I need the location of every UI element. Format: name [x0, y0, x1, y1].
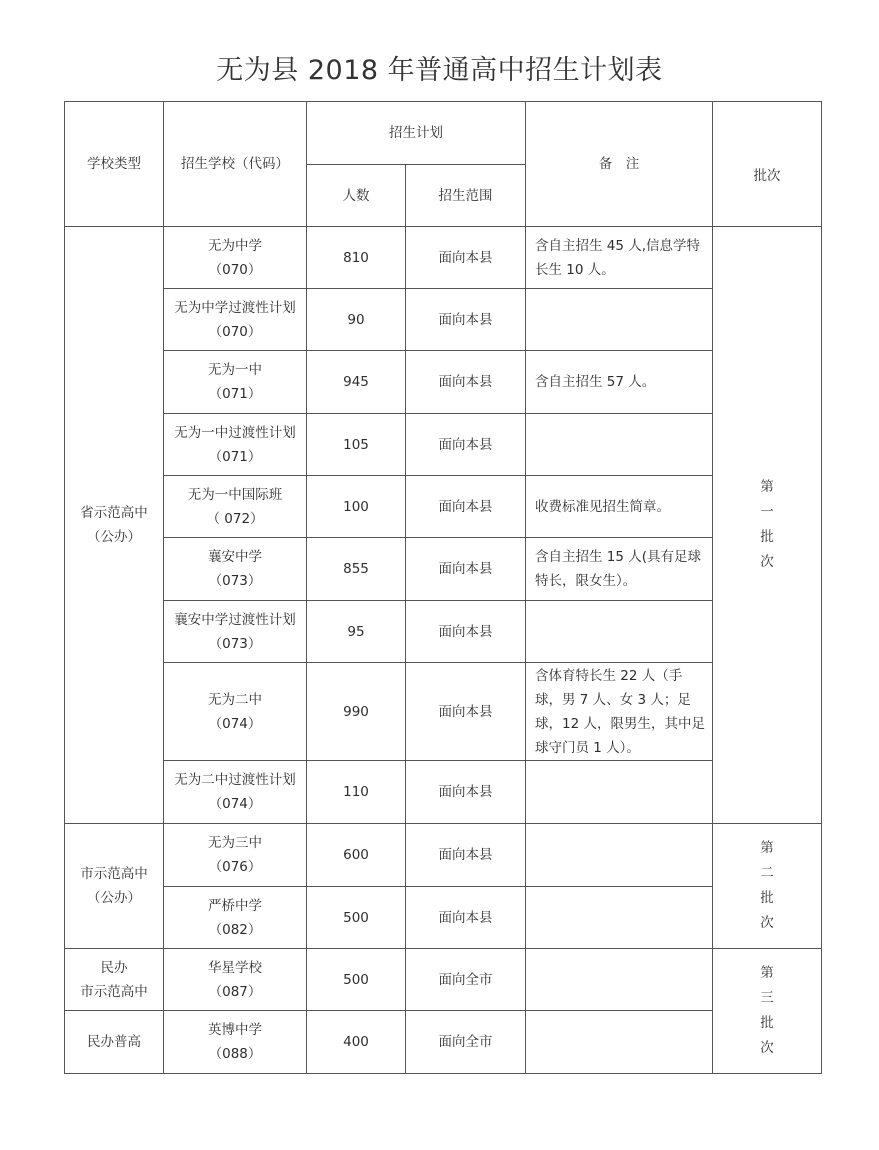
table-row [65, 887, 822, 949]
school-type-line: （公办） [87, 890, 141, 906]
note-cell: 含自主招生 57 人。 [526, 351, 713, 414]
count-cell: 990 [307, 663, 406, 761]
table-row [65, 663, 822, 761]
school-cell [164, 601, 307, 663]
scope-cell: 面向本县 [406, 476, 526, 538]
school-name: 襄安中学过渡性计划 [174, 611, 296, 628]
school-name: 无为二中 [208, 691, 262, 708]
school-type-line: 市示范高中 [80, 866, 148, 882]
school-code: （070） [208, 323, 262, 340]
school-code: （070） [208, 261, 262, 278]
scope-cell: 面向本县 [406, 761, 526, 824]
school-type-cell [65, 227, 164, 824]
batch-cell-3 [713, 949, 822, 1074]
scope-cell: 面向全市 [406, 949, 526, 1011]
note-cell [526, 761, 713, 824]
note-cell [526, 1011, 713, 1074]
school-type-line: 省示范高中 [80, 505, 148, 521]
header-school-type: 学校类型 [65, 102, 164, 227]
table-row [65, 601, 822, 663]
batch-char: 二 [760, 865, 774, 881]
school-code: （082） [208, 921, 262, 938]
header-count: 人数 [307, 165, 406, 227]
school-cell [164, 289, 307, 351]
note-cell [526, 601, 713, 663]
school-cell [164, 949, 307, 1011]
table-row [65, 414, 822, 476]
table-row [65, 761, 822, 824]
scope-cell: 面向本县 [406, 824, 526, 887]
note-cell [526, 824, 713, 887]
batch-char: 第 [760, 840, 774, 856]
school-code: （074） [208, 796, 262, 812]
header-row-1 [65, 102, 822, 165]
batch-char: 次 [760, 554, 774, 570]
scope-cell: 面向本县 [406, 351, 526, 414]
note-cell [526, 414, 713, 476]
count-cell: 105 [307, 414, 406, 476]
scope-cell: 面向本县 [406, 227, 526, 289]
school-type-line: 民办 [100, 959, 128, 976]
school-cell [164, 227, 307, 289]
school-code: （ 072） [206, 510, 264, 527]
table-row [65, 824, 822, 887]
header-batch: 批次 [713, 102, 822, 227]
count-cell: 500 [307, 949, 406, 1011]
school-name: 无为一中国际班 [187, 486, 283, 503]
table-row [65, 476, 822, 538]
batch-char: 次 [760, 1040, 774, 1056]
school-cell [164, 1011, 307, 1074]
count-cell: 95 [307, 601, 406, 663]
table-row [65, 227, 822, 289]
school-name: 严桥中学 [208, 897, 262, 914]
scope-cell: 面向全市 [406, 1011, 526, 1074]
school-code: （088） [208, 1046, 262, 1062]
note-cell [526, 949, 713, 1011]
note-cell: 含体育特长生 22 人（手球，男 7 人、女 3 人；足球，12 人，限男生，其中足球守门员 1 人）。 [526, 663, 713, 761]
school-name: 无为中学过渡性计划 [174, 299, 296, 316]
school-cell [164, 761, 307, 824]
school-type-line: 民办普高 [87, 1034, 141, 1050]
batch-char: 批 [760, 890, 774, 906]
school-name: 无为三中 [208, 835, 262, 851]
scope-cell: 面向本县 [406, 414, 526, 476]
count-cell: 400 [307, 1011, 406, 1074]
school-cell [164, 887, 307, 949]
scope-cell: 面向本县 [406, 663, 526, 761]
header-school-code: 招生学校（代码） [164, 102, 307, 227]
header-remarks: 备 注 [526, 102, 713, 227]
batch-char: 一 [760, 504, 774, 520]
table-row [65, 538, 822, 601]
scope-cell: 面向本县 [406, 538, 526, 601]
batch-cell-1 [713, 227, 822, 824]
batch-char: 第 [760, 479, 774, 495]
school-cell [164, 351, 307, 414]
count-cell: 110 [307, 761, 406, 824]
count-cell: 90 [307, 289, 406, 351]
school-type-cell [65, 824, 164, 949]
batch-cell-2 [713, 824, 822, 949]
note-cell: 收费标准见招生简章。 [526, 476, 713, 538]
school-type-line: （公办） [87, 529, 141, 545]
school-name: 无为一中 [208, 362, 262, 378]
batch-char: 次 [760, 915, 774, 931]
school-cell [164, 824, 307, 887]
count-cell: 945 [307, 351, 406, 414]
school-cell [164, 538, 307, 601]
school-code: （087） [208, 983, 262, 1000]
note-cell: 含自主招生 15 人(具有足球特长，限女生）。 [526, 538, 713, 601]
school-code: （071） [208, 386, 262, 402]
school-code: （074） [208, 715, 262, 732]
count-cell: 600 [307, 824, 406, 887]
scope-cell: 面向本县 [406, 601, 526, 663]
count-cell: 855 [307, 538, 406, 601]
count-cell: 100 [307, 476, 406, 538]
table-row [65, 1011, 822, 1074]
batch-char: 批 [760, 529, 774, 545]
note-cell [526, 289, 713, 351]
school-cell [164, 414, 307, 476]
school-cell [164, 663, 307, 761]
school-name: 无为一中过渡性计划 [174, 424, 296, 441]
table-row [65, 289, 822, 351]
batch-char: 批 [760, 1015, 774, 1031]
table-row [65, 351, 822, 414]
school-name: 襄安中学 [208, 549, 262, 565]
enrollment-plan-table [64, 101, 822, 1074]
school-code: （071） [208, 448, 262, 465]
school-cell [164, 476, 307, 538]
school-name: 华星学校 [208, 959, 262, 976]
header-plan: 招生计划 [307, 102, 526, 165]
header-scope: 招生范围 [406, 165, 526, 227]
school-name: 无为中学 [208, 237, 262, 254]
scope-cell: 面向本县 [406, 887, 526, 949]
school-code: （073） [208, 635, 262, 652]
note-cell: 含自主招生 45 人,信息学特长生 10 人。 [526, 227, 713, 289]
batch-char: 三 [760, 990, 774, 1006]
note-cell [526, 887, 713, 949]
count-cell: 500 [307, 887, 406, 949]
school-code: （073） [208, 573, 262, 589]
school-type-cell [65, 949, 164, 1011]
school-type-line: 市示范高中 [80, 983, 148, 1000]
school-code: （076） [208, 859, 262, 875]
scope-cell: 面向本县 [406, 289, 526, 351]
count-cell: 810 [307, 227, 406, 289]
table-row [65, 949, 822, 1011]
school-type-cell [65, 1011, 164, 1074]
batch-char: 第 [760, 965, 774, 981]
school-name: 无为二中过渡性计划 [174, 772, 296, 788]
document-title: 无为县 2018 年普通高中招生计划表 [216, 55, 663, 86]
school-name: 英博中学 [208, 1022, 262, 1038]
